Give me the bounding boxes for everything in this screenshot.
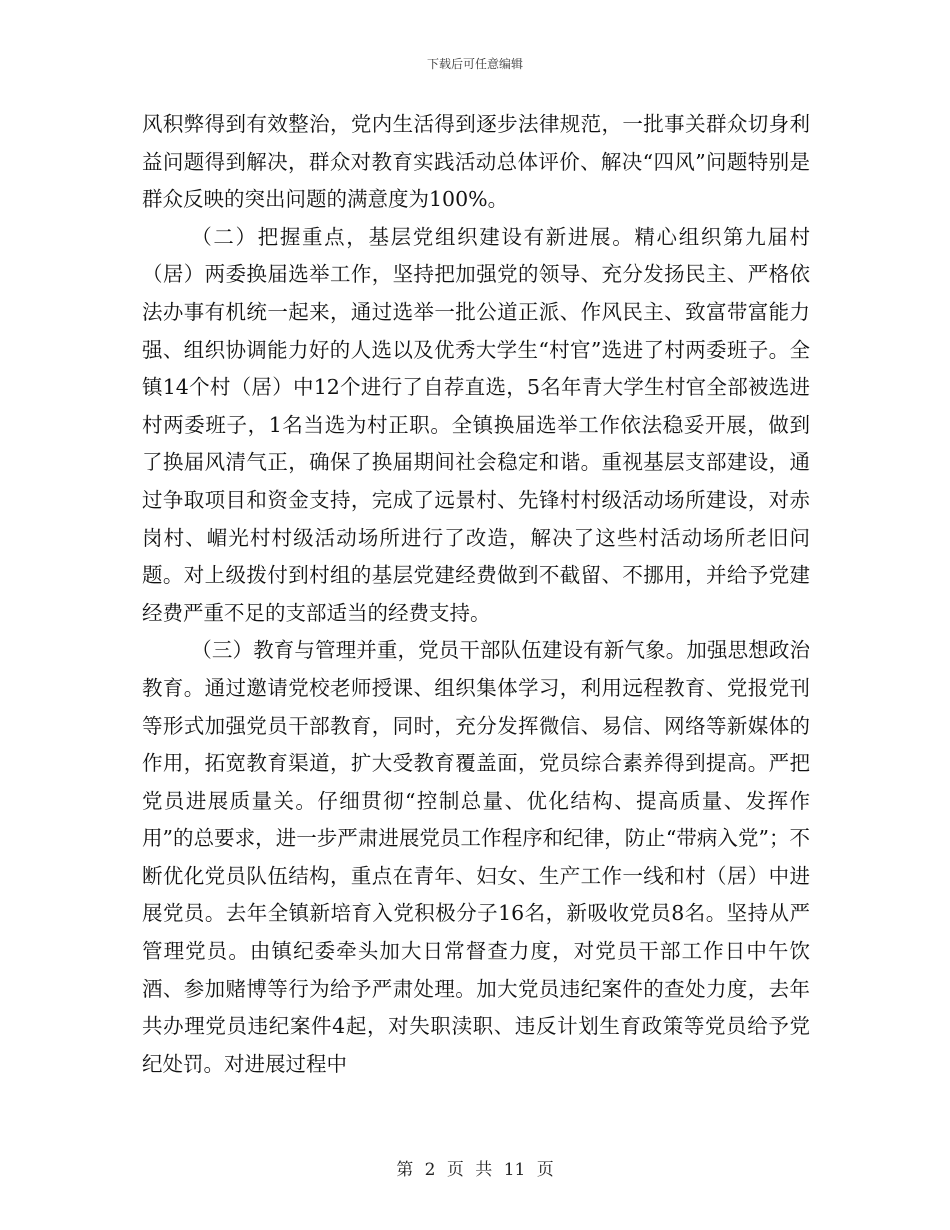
paragraph-section-three: （三）教育与管理并重，党员干部队伍建设有新气象。加强思想政治教育。通过邀请党校老师授课、组织集体学习，利用远程教育、党报党刊等形式加强党员干部教育，同时，充分发挥微信、易信、网络等新媒体的作用，拓宽教育渠道，扩大受教育覆盖面，党员综合素养得到提高。严把党员进展质量关。仔细贯彻“控制总量、优化结构、提高质量、发挥作用”的总要求，进一步严肃进展党员工作程序和纪律，防止“带病入党”；不断优化党员队伍结构，重点在青年、妇女、生产工作一线和村（居）中进展党员。去年全镇新培育入党积极分子16名，新吸收党员8名。坚持从严管理党员。由镇纪委牵头加大日常督查力度，对党员干部工作日中午饮酒、参加赌博等行为给予严肃处理。加大党员违纪案件的查处力度，去年共办理党员违纪案件4起，对失职渎职、违反计划生育政策等党员给予党纪处罚。对进展过程中 — [142, 638, 810, 1076]
paragraph-section-two: （二）把握重点，基层党组织建设有新进展。精心组织第九届村（居）两委换届选举工作，坚持把加强党的领导、充分发扬民主、严格依法办事有机统一起来，通过选举一批公道正派、作风民主、致富带富能力强、组织协调能力好的人选以及优秀大学生“村官”选进了村两委班子。全镇14个村（居）中12个进行了自荐直选，5名年青大学生村官全部被选进村两委班子，1名当选为村正职。全镇换届选举工作依法稳妥开展，做到了换届风清气正，确保了换届期间社会稳定和谐。重视基层支部建设，通过争取项目和资金支持，完成了远景村、先锋村村级活动场所建设，对赤岗村、嵋光村村级活动场所进行了改造，解决了这些村活动场所老旧问题。对上级拨付到村组的基层党建经费做到不截留、不挪用，并给予党建经费严重不足的支部适当的经费支持。 — [142, 224, 810, 625]
page-number-footer: 第 2 页 共 11 页 — [396, 1160, 554, 1180]
document-body — [142, 106, 810, 1083]
page-header: 下载后可任意编辑 — [426, 57, 523, 71]
paragraph-continuation: 风积弊得到有效整治，党内生活得到逐步法律规范，一批事关群众切身利益问题得到解决，群众对教育实践活动总体评价、解决“四风”问题特别是群众反映的突出问题的满意度为100%。 — [142, 112, 810, 212]
